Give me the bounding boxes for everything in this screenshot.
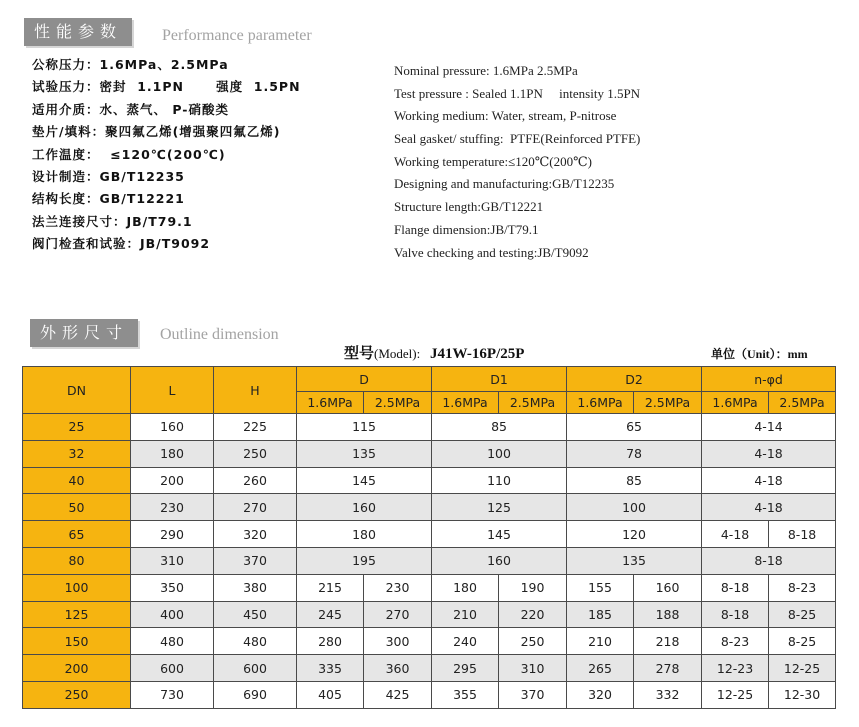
cell-nd-16mpa: 8-18 <box>702 601 769 628</box>
cell-h: 380 <box>214 574 297 601</box>
cell-dn: 25 <box>23 414 131 441</box>
cell-h: 450 <box>214 601 297 628</box>
cell-nd-25mpa: 12-25 <box>769 655 836 682</box>
cn-spec-line: 结构长度：GB/T12221 <box>32 191 185 207</box>
cell-h: 270 <box>214 494 297 521</box>
cell-d: 145 <box>297 467 432 494</box>
cell-h: 260 <box>214 467 297 494</box>
cell-l: 160 <box>131 414 214 441</box>
header-pressure-25: 2.5MPa <box>634 392 702 414</box>
cell-d1: 110 <box>432 467 567 494</box>
cell-dn: 32 <box>23 440 131 467</box>
header-pressure-25: 2.5MPa <box>364 392 432 414</box>
table-row <box>23 601 836 628</box>
cell-l: 310 <box>131 547 214 574</box>
cell-d-25mpa: 270 <box>364 601 432 628</box>
header-l: L <box>131 367 214 414</box>
en-spec-line: Test pressure : Sealed 1.1PN intensity 1.5PN <box>394 85 641 101</box>
en-spec-line: Working temperature:≤120℃(200℃) <box>394 153 592 169</box>
header-d: D <box>297 367 432 392</box>
cell-d1-25mpa: 370 <box>499 681 567 708</box>
cell-l: 350 <box>131 574 214 601</box>
cell-d1-25mpa: 220 <box>499 601 567 628</box>
cell-nd-16mpa: 12-23 <box>702 655 769 682</box>
cell-d: 135 <box>297 440 432 467</box>
cell-d-16mpa: 335 <box>297 655 364 682</box>
cell-d1-16mpa: 240 <box>432 628 499 655</box>
cell-d: 160 <box>297 494 432 521</box>
cell-d2: 100 <box>567 494 702 521</box>
table-row <box>23 547 836 574</box>
cell-nd-16mpa: 8-18 <box>702 574 769 601</box>
table-row <box>23 414 836 441</box>
cell-dn: 100 <box>23 574 131 601</box>
cell-d1: 85 <box>432 414 567 441</box>
table-row <box>23 467 836 494</box>
performance-section-subtitle: Performance parameter <box>162 27 312 44</box>
cn-spec-line: 公称压力：1.6MPa、2.5MPa <box>32 57 229 72</box>
cell-d2: 120 <box>567 521 702 548</box>
dimension-table-body <box>23 414 836 709</box>
cn-spec-line: 工作温度： ≤120℃(200℃) <box>32 146 226 162</box>
cell-d1: 125 <box>432 494 567 521</box>
table-row <box>23 494 836 521</box>
outline-section-subtitle: Outline dimension <box>160 326 279 343</box>
cell-d2-16mpa: 210 <box>567 628 634 655</box>
cell-d1-25mpa: 250 <box>499 628 567 655</box>
cell-l: 230 <box>131 494 214 521</box>
header-pressure-16: 1.6MPa <box>567 392 634 414</box>
cell-d2: 65 <box>567 414 702 441</box>
en-spec-line: Structure length:GB/T12221 <box>394 199 544 215</box>
cell-d-25mpa: 300 <box>364 628 432 655</box>
cell-nd: 4-18 <box>702 494 836 521</box>
cn-spec-line: 垫片/填料：聚四氟乙烯(增强聚四氟乙烯) <box>32 124 281 140</box>
cell-dn: 150 <box>23 628 131 655</box>
cell-dn: 50 <box>23 494 131 521</box>
cell-d1-16mpa: 355 <box>432 681 499 708</box>
cell-nd: 8-18 <box>702 547 836 574</box>
cell-d1-16mpa: 210 <box>432 601 499 628</box>
cell-d-25mpa: 360 <box>364 655 432 682</box>
cell-d-16mpa: 280 <box>297 628 364 655</box>
cell-h: 320 <box>214 521 297 548</box>
cell-nd: 4-18 <box>702 467 836 494</box>
cell-d1: 145 <box>432 521 567 548</box>
en-spec-line: Seal gasket/ stuffing: PTFE(Reinforced PTFE) <box>394 131 641 147</box>
cell-nd-25mpa: 8-25 <box>769 601 836 628</box>
cell-h: 250 <box>214 440 297 467</box>
cn-spec-line: 设计制造：GB/T12235 <box>32 168 185 184</box>
cell-h: 480 <box>214 628 297 655</box>
cn-spec-line: 法兰连接尺寸：JB/T79.1 <box>32 213 193 229</box>
en-spec-line: Working medium: Water, stream, P-nitrose <box>394 108 617 124</box>
cell-d2-16mpa: 320 <box>567 681 634 708</box>
en-spec-line: Flange dimension:JB/T79.1 <box>394 221 539 237</box>
cn-spec-line: 试验压力：密封 1.1PN 强度 1.5PN <box>32 79 301 95</box>
cell-d1-25mpa: 190 <box>499 574 567 601</box>
header-h: H <box>214 367 297 414</box>
cell-d-16mpa: 245 <box>297 601 364 628</box>
cell-d: 180 <box>297 521 432 548</box>
header-pressure-25: 2.5MPa <box>769 392 836 414</box>
cell-dn: 40 <box>23 467 131 494</box>
cell-dn: 125 <box>23 601 131 628</box>
cell-l: 730 <box>131 681 214 708</box>
cell-d1-25mpa: 310 <box>499 655 567 682</box>
cell-d1: 100 <box>432 440 567 467</box>
cell-l: 600 <box>131 655 214 682</box>
model-label <box>344 342 524 363</box>
dimension-table <box>22 366 836 709</box>
cell-d2-25mpa: 218 <box>634 628 702 655</box>
cell-d2: 78 <box>567 440 702 467</box>
header-pressure-16: 1.6MPa <box>297 392 364 414</box>
cell-l: 480 <box>131 628 214 655</box>
header-pressure-16: 1.6MPa <box>432 392 499 414</box>
header-pressure-25: 2.5MPa <box>499 392 567 414</box>
cell-d2-25mpa: 278 <box>634 655 702 682</box>
cell-l: 290 <box>131 521 214 548</box>
cell-d-16mpa: 405 <box>297 681 364 708</box>
cell-nd-25mpa: 8-25 <box>769 628 836 655</box>
cell-l: 200 <box>131 467 214 494</box>
cn-spec-line: 适用介质：水、蒸气、 P-硝酸类 <box>32 101 229 117</box>
outline-section-tag: 外形尺寸 <box>30 319 138 347</box>
cell-d2-16mpa: 265 <box>567 655 634 682</box>
header-dn: DN <box>23 367 131 414</box>
cell-h: 370 <box>214 547 297 574</box>
header-d2: D2 <box>567 367 702 392</box>
cell-nd-25mpa: 8-23 <box>769 574 836 601</box>
cell-d2-25mpa: 332 <box>634 681 702 708</box>
cell-d2-25mpa: 188 <box>634 601 702 628</box>
cell-nd-16mpa: 8-23 <box>702 628 769 655</box>
table-row <box>23 521 836 548</box>
cell-d1-16mpa: 295 <box>432 655 499 682</box>
header-nd: n-φd <box>702 367 836 392</box>
header-d1: D1 <box>432 367 567 392</box>
table-row <box>23 440 836 467</box>
cell-nd: 4-14 <box>702 414 836 441</box>
unit-label: 单位（Unit）：mm <box>711 347 808 361</box>
cell-d1-16mpa: 180 <box>432 574 499 601</box>
cell-dn: 200 <box>23 655 131 682</box>
en-spec-line: Designing and manufacturing:GB/T12235 <box>394 176 615 192</box>
model-label-cn: 型号 <box>344 346 375 362</box>
model-label-en: (Model): <box>374 346 421 361</box>
cell-d-25mpa: 230 <box>364 574 432 601</box>
cell-dn: 80 <box>23 547 131 574</box>
cell-d2: 85 <box>567 467 702 494</box>
chinese-spec-list <box>32 54 392 256</box>
en-spec-line: Nominal pressure: 1.6MPa 2.5MPa <box>394 63 578 78</box>
cell-nd: 4-18 <box>702 440 836 467</box>
cell-d1: 160 <box>432 547 567 574</box>
cell-nd-16mpa: 12-25 <box>702 681 769 708</box>
cell-d: 115 <box>297 414 432 441</box>
table-row <box>23 655 836 682</box>
cell-l: 180 <box>131 440 214 467</box>
cell-d-25mpa: 425 <box>364 681 432 708</box>
cell-d-16mpa: 215 <box>297 574 364 601</box>
cell-d2: 135 <box>567 547 702 574</box>
table-row <box>23 628 836 655</box>
cell-dn: 250 <box>23 681 131 708</box>
table-row <box>23 574 836 601</box>
cell-nd-25mpa: 8-18 <box>769 521 836 548</box>
cell-d2-16mpa: 185 <box>567 601 634 628</box>
header-pressure-16: 1.6MPa <box>702 392 769 414</box>
cell-nd-16mpa: 4-18 <box>702 521 769 548</box>
cell-d2-16mpa: 155 <box>567 574 634 601</box>
cell-d2-25mpa: 160 <box>634 574 702 601</box>
cell-nd-25mpa: 12-30 <box>769 681 836 708</box>
performance-section-tag: 性能参数 <box>24 18 132 46</box>
cn-spec-line: 阀门检查和试验：JB/T9092 <box>32 236 211 252</box>
english-spec-list <box>394 60 834 264</box>
cell-h: 690 <box>214 681 297 708</box>
cell-h: 225 <box>214 414 297 441</box>
cell-dn: 65 <box>23 521 131 548</box>
cell-l: 400 <box>131 601 214 628</box>
en-spec-line: Valve checking and testing:JB/T9092 <box>394 244 589 260</box>
cell-h: 600 <box>214 655 297 682</box>
cell-d: 195 <box>297 547 432 574</box>
table-row <box>23 681 836 708</box>
model-value: J41W-16P/25P <box>429 346 525 362</box>
